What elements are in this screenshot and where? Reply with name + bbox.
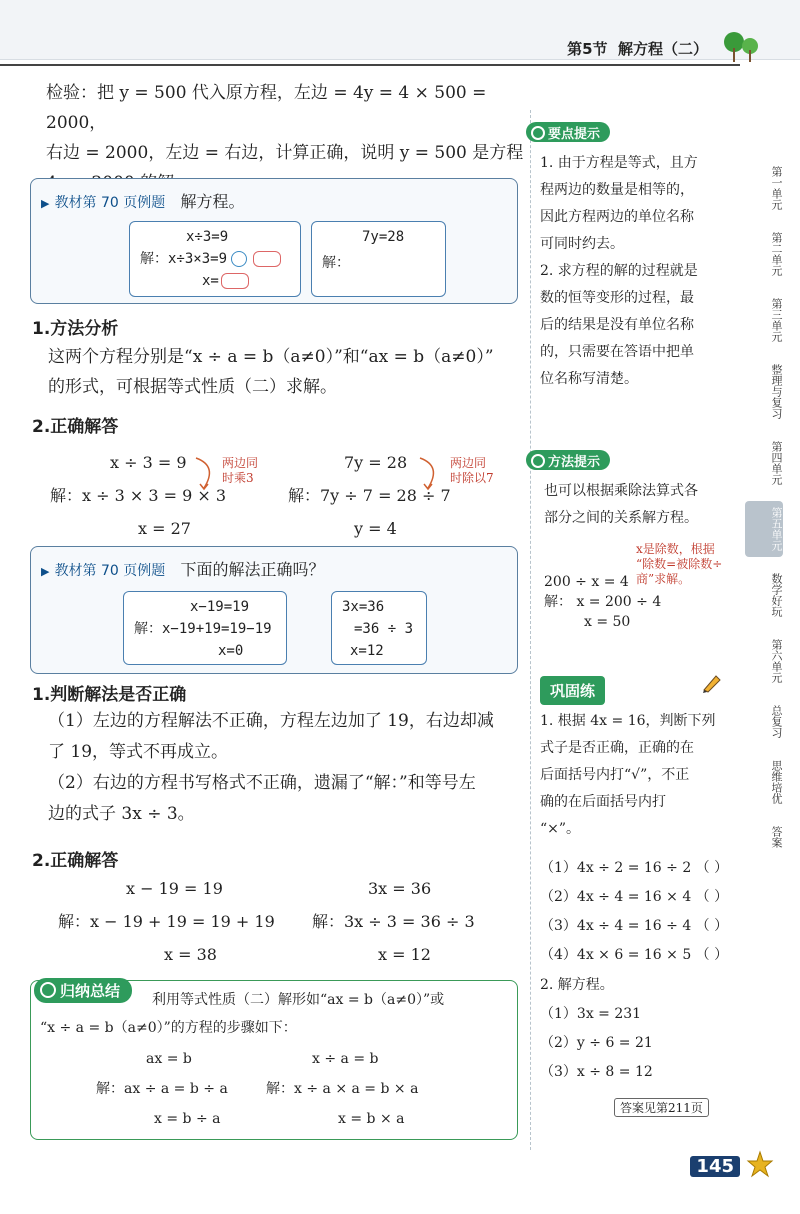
blank-answer-oval[interactable] bbox=[221, 273, 249, 289]
example-label-1: ▶ 教材第 70 页例题 解方程。 bbox=[41, 192, 245, 211]
answer2-left: x − 19 = 19 解：x − 19 + 19 = 19 + 19 x = 38 bbox=[58, 879, 275, 964]
tab-unit-6[interactable]: 第六单元 bbox=[770, 639, 783, 683]
practice-q1: 1. 根据 4x = 16，判断下列 式子是否正确，正确的在 后面括号内打“√”，不正 确的在后面括号内打 “×”。 bbox=[540, 713, 716, 837]
summary-tag: 归纳总结 bbox=[34, 978, 132, 1003]
column-divider bbox=[530, 110, 531, 1150]
method-tip-tag: 方法提示 bbox=[526, 450, 610, 470]
page-number: 145 bbox=[690, 1156, 740, 1177]
summary-text: 利用等式性质（二）解形如“ax = b（a≠0）”或 “x ÷ a = b（a≠0）”的方程的步骤如下： bbox=[40, 992, 445, 1036]
tab-unit-4[interactable]: 第四单元 bbox=[770, 441, 783, 485]
practice-equations: （1）3x = 231 （2）y ÷ 6 = 21 （3）x ÷ 8 = 12 bbox=[540, 1006, 653, 1080]
tab-answers[interactable]: 答案 bbox=[770, 826, 783, 848]
method-tip-text: 也可以根据乘除法算式各 部分之间的关系解方程。 bbox=[544, 483, 698, 526]
example-label-2: ▶ 教材第 70 页例题 下面的解法正确吗？ bbox=[41, 560, 325, 579]
arrow-icon bbox=[414, 454, 444, 494]
answer1-right-note: 两边同 时除以7 bbox=[450, 456, 494, 485]
practice-item[interactable]: （4）4x × 6 = 16 × 5 （ ） bbox=[540, 947, 729, 963]
example-box-1 bbox=[30, 178, 518, 304]
tab-review-1[interactable]: 整理与复习 bbox=[770, 364, 783, 419]
practice-item[interactable]: （2）4x ÷ 4 = 16 × 4 （ ） bbox=[540, 889, 729, 905]
summary-left: ax = b 解：ax ÷ a = b ÷ a x = b ÷ a bbox=[96, 1051, 228, 1127]
star-icon bbox=[746, 1150, 774, 1182]
example2-left-box: x−19=19 解：x−19+19=19−19 x=0 bbox=[123, 591, 287, 665]
unit-tabs bbox=[744, 160, 784, 864]
answer1-left: x ÷ 3 = 9 解：x ÷ 3 × 3 = 9 × 3 x = 27 bbox=[50, 453, 227, 538]
example2-right-box: 3x=36 =36 ÷ 3 x=12 bbox=[331, 591, 427, 665]
method-paragraph: 这两个方程分别是“x ÷ a = b（a≠0）”和“ax = b（a≠0）” 的形式，可根据等式性质（二）求解。 bbox=[48, 347, 494, 397]
key-points-tag: 要点提示 bbox=[526, 122, 610, 142]
judge-heading: 1.判断解法是否正确 bbox=[32, 685, 187, 705]
method-heading: 1.方法分析 bbox=[32, 319, 119, 339]
answer2-heading: 2.正确解答 bbox=[32, 851, 119, 871]
blank-circle[interactable] bbox=[231, 251, 247, 267]
section-title: 第5节 解方程（二） bbox=[567, 40, 708, 58]
header-rule bbox=[0, 64, 740, 66]
arrow-icon bbox=[190, 454, 220, 494]
tab-unit-1[interactable]: 第一单元 bbox=[770, 166, 783, 210]
answer1-heading: 2.正确解答 bbox=[32, 417, 119, 437]
answer1-left-note: 两边同 时乘3 bbox=[222, 456, 259, 485]
blank-oval[interactable] bbox=[253, 251, 281, 267]
key-points-text: 1. 由于方程是等式，且方 程两边的数量是相等的， 因此方程两边的单位名称 可同时约去。 2. 求方程的解的过程就是 数的恒等变形的过程，最 后的结果是没有单位名称 的，只需要在答语中把单 位名称写清楚。 bbox=[540, 155, 698, 387]
check-paragraph: 检验：把 y = 500 代入原方程，左边 = 4y = 4 × 500 = 2000， 右边 = 2000，左边 = 右边，计算正确，说明 y = 500 是方程 bbox=[46, 83, 524, 163]
judge-paragraph: （1）左边的方程解法不正确，方程左边加了 19，右边却减 了 19，等式不再成立。 （2）右边的方程书写格式不正确，遗漏了“解：”和等号左 边的式子 3x ÷ 3。 bbox=[48, 711, 494, 824]
tab-final-review[interactable]: 总复习 bbox=[770, 705, 783, 738]
tab-math-fun[interactable]: 数学好玩 bbox=[770, 573, 783, 617]
tab-unit-2[interactable]: 第二单元 bbox=[770, 232, 783, 276]
example-box-2 bbox=[30, 546, 518, 674]
practice-tag: 巩固练 bbox=[540, 676, 605, 705]
answer2-right: 3x = 36 解：3x ÷ 3 = 36 ÷ 3 x = 12 bbox=[312, 879, 475, 964]
method-tip-note: x是除数，根据 “除数=被除数÷ 商”求解。 bbox=[636, 542, 723, 586]
pencil-icon bbox=[700, 672, 724, 698]
tab-unit-5[interactable]: 第五单元 bbox=[745, 501, 783, 557]
practice-item[interactable]: （3）4x ÷ 4 = 16 ÷ 4 （ ） bbox=[540, 918, 729, 934]
tab-unit-3[interactable]: 第三单元 bbox=[770, 298, 783, 342]
practice-q2: 2. 解方程。 bbox=[540, 977, 614, 993]
summary-right: x ÷ a = b 解：x ÷ a × a = b × a x = b × a bbox=[266, 1051, 419, 1127]
tree-icon bbox=[722, 28, 762, 64]
answer1-right: 7y = 28 解：7y ÷ 7 = 28 ÷ 7 y = 4 bbox=[288, 453, 451, 538]
tab-thinking[interactable]: 思维培优 bbox=[770, 760, 783, 804]
example1-left-box: x÷3=9 解：x÷3×3=9 x= bbox=[129, 221, 301, 297]
method-tip-eq: 200 ÷ x = 4 解： x = 200 ÷ 4 x = 50 bbox=[544, 574, 662, 630]
practice-items bbox=[540, 854, 740, 970]
practice-item[interactable]: （1）4x ÷ 2 = 16 ÷ 2 （ ） bbox=[540, 860, 729, 876]
answer-reference: 答案见第211页 bbox=[614, 1098, 709, 1117]
example1-right-box: 7y=28 解： bbox=[311, 221, 446, 297]
